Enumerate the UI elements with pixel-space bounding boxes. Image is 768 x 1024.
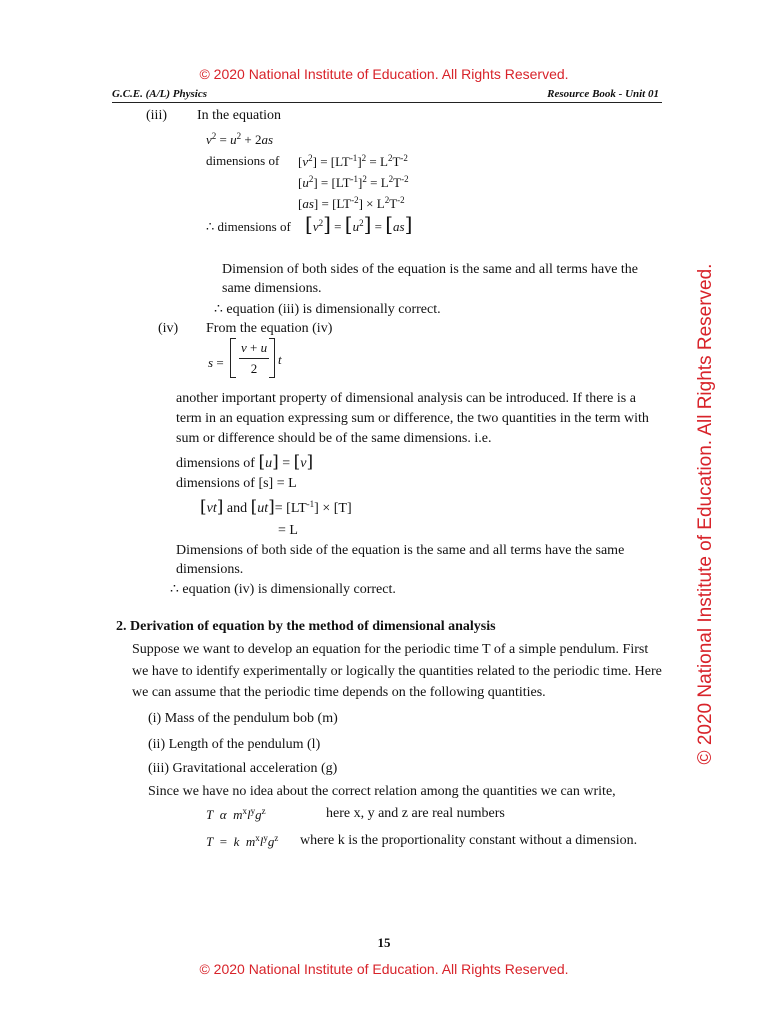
header-rule: [112, 102, 662, 103]
part3-intro: In the equation: [197, 108, 281, 123]
part3-correct: ∴ equation (iii) is dimensionally correct.: [214, 302, 441, 317]
part4-conclusion-2: dimensions.: [176, 562, 244, 577]
side-copyright: [694, 258, 718, 770]
dims-u-v: dimensions of [u] = [v]: [176, 452, 314, 472]
copyright-bottom: © 2020 National Institute of Education. All Rights Reserved.: [199, 961, 569, 977]
and-word: and: [226, 501, 248, 516]
part4-number: (iv): [158, 321, 179, 336]
quantity-item-gravity: (iii) Gravitational acceleration (g): [148, 761, 338, 776]
part3-conclusion-2: same dimensions.: [222, 281, 322, 296]
dims-vt-ut: [vt] and $[ut]= [LT^{-1}] \times [T]$: [200, 497, 352, 517]
part4-para-2: term in an equation expressing sum or difference, the two quantities in the term with: [176, 411, 649, 426]
quantity-item-length: (ii) Length of the pendulum (l): [148, 737, 321, 752]
part3-therefore-label: ∴ dimensions of: [206, 219, 291, 234]
quantity-item-mass: (i) Mass of the pendulum bob (m): [148, 711, 338, 726]
header-course: G.C.E. (A/L) Physics: [112, 88, 208, 100]
dims-uv-label: dimensions of: [176, 456, 255, 471]
section2-note-2: where k is the proportionality constant without a dimension.: [300, 833, 638, 848]
dim-u2: $[u^2] = [LT^{-1}]^2 = L^2T^{-2}$: [298, 174, 409, 190]
part4-intro: From the equation (iv): [206, 321, 333, 336]
part4-correct: ∴ equation (iv) is dimensionally correct.: [170, 582, 396, 597]
therefore-dims-equation: $[v^2] = [u^2] = [as]$: [305, 212, 413, 236]
part3-dims-label: dimensions of: [206, 153, 280, 168]
dim-v2: $[v^2] = [LT^{-1}]^2 = L^2T^{-2}$: [298, 153, 408, 169]
part3-conclusion-1: Dimension of both sides of the equation is the same and all terms have the: [222, 262, 639, 277]
section2-para-3: we can assume that the periodic time depends on the following quantities.: [132, 685, 546, 700]
equality-relation: T = k $m^xl^yg^z$: [206, 833, 279, 849]
dims-s: dimensions of [s] = L: [176, 476, 297, 491]
side-copyright-text: © 2020 National Institute of Education. All Rights Reserved.: [695, 263, 716, 765]
page-number: 15: [377, 935, 391, 950]
part4-conclusion-1: Dimensions of both side of the equation is the same and all terms have the same: [176, 543, 625, 558]
copyright-top: © 2020 National Institute of Education. All Rights Reserved.: [199, 66, 569, 82]
proportional-relation: T α $m^xl^yg^z$: [206, 806, 266, 822]
dim-as: $[as] = [LT^{-2}] \times L^2T^{-2}$: [298, 195, 405, 211]
section2-para-1: Suppose we want to develop an equation for the periodic time T of a simple pendulum. First: [132, 642, 649, 657]
part4-para-3: sum or difference should be of the same dimensions. i.e.: [176, 431, 492, 446]
section2-para-2: we have to identify experimentally or logically the quantities related to the periodic time. Here: [132, 664, 662, 679]
header-unit: Resource Book - Unit 01: [547, 88, 659, 100]
section2-note-1: here x, y and z are real numbers: [326, 806, 505, 821]
section2-since: Since we have no idea about the correct relation among the quantities we can write,: [148, 784, 616, 799]
section2-heading: 2. Derivation of equation by the method of dimensional analysis: [116, 619, 496, 634]
equation-v2-u2-2as: $v^2 = u^2 + 2as$: [206, 131, 274, 147]
part4-para-1: another important property of dimensional analysis can be introduced. If there is a: [176, 391, 636, 406]
part3-number: (iii): [146, 108, 167, 123]
equals-l: = L: [278, 523, 298, 538]
